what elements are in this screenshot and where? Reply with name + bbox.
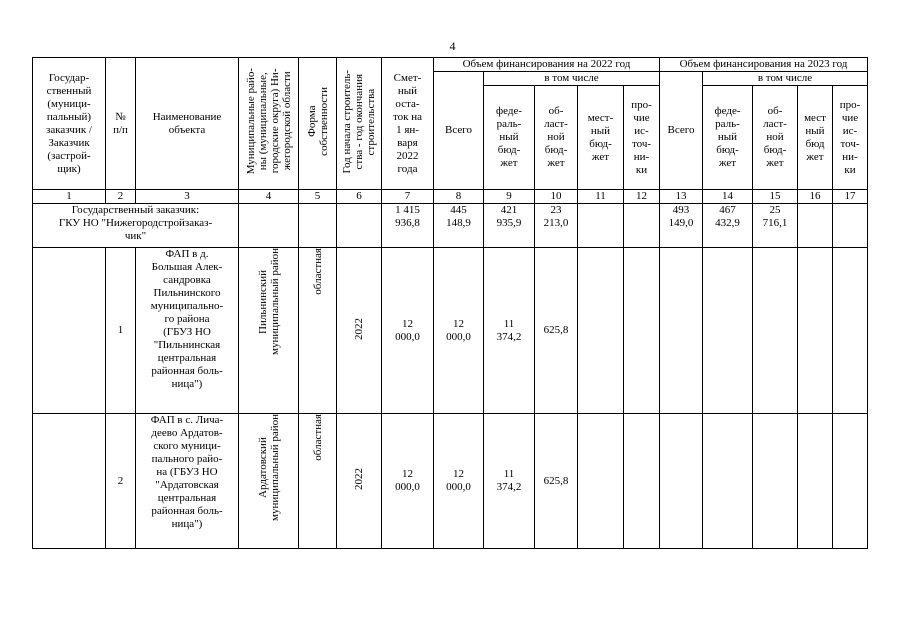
federal-2022-cell: 11 374,2 <box>484 248 535 414</box>
estimate-cell: 12 000,0 <box>382 248 434 414</box>
table-cell <box>337 204 382 248</box>
header-including-2023: в том числе <box>703 72 868 86</box>
ownership-cell: областная <box>299 248 337 414</box>
header-local-2022: мест- ный бюд- жет <box>578 86 624 190</box>
summary-total-2022: 445 148,9 <box>434 204 484 248</box>
table-cell <box>578 414 624 549</box>
total-2022-cell: 12 000,0 <box>434 248 484 414</box>
header-ownership: Форма собственности <box>299 58 337 190</box>
table-cell <box>833 204 868 248</box>
header-other-2022: про- чие ис- точ- ни- ки <box>624 86 660 190</box>
summary-federal-2022: 421 935,9 <box>484 204 535 248</box>
column-number: 17 <box>833 190 868 204</box>
object-name: ФАП в д. Большая Алек- сандровка Пильнинского муниципально- го района (ГБУЗ НО "Пильнинская центральная районная боль- ница") <box>136 248 239 414</box>
header-years: Год начала строитель- ства - год окончания строительства <box>337 58 382 190</box>
table-cell <box>660 248 703 414</box>
total-2022-cell: 12 000,0 <box>434 414 484 549</box>
summary-regional-2022: 23 213,0 <box>535 204 578 248</box>
table-cell <box>239 204 299 248</box>
column-number: 10 <box>535 190 578 204</box>
regional-2022-cell: 625,8 <box>535 414 578 549</box>
table-cell <box>833 248 868 414</box>
header-number: № п/п <box>106 58 136 190</box>
summary-regional-2023: 25 716,1 <box>753 204 798 248</box>
table-cell <box>753 414 798 549</box>
summary-estimate: 1 415 936,8 <box>382 204 434 248</box>
row-number: 2 <box>106 414 136 549</box>
table-cell <box>660 414 703 549</box>
estimate-cell: 12 000,0 <box>382 414 434 549</box>
header-other-2023: про- чие ис- точ- ни- ки <box>833 86 868 190</box>
table-cell <box>798 248 833 414</box>
header-local-2023: мест ный бюд жет <box>798 86 833 190</box>
table-row <box>33 414 868 549</box>
table-cell <box>703 248 753 414</box>
header-customer: Государ- ственный (муници- пальный) заказчик / Заказчик (застрой- щик) <box>33 58 106 190</box>
column-number: 7 <box>382 190 434 204</box>
header-regional-2023: об- ласт- ной бюд- жет <box>753 86 798 190</box>
column-number: 8 <box>434 190 484 204</box>
column-number: 15 <box>753 190 798 204</box>
header-regional-2022: об- ласт- ной бюд- жет <box>535 86 578 190</box>
table-cell <box>833 414 868 549</box>
table-cell <box>33 248 106 414</box>
table-cell <box>578 248 624 414</box>
municipality-cell: Пильнинский муниципальный район <box>239 248 299 414</box>
column-number: 4 <box>239 190 299 204</box>
table-cell <box>624 204 660 248</box>
row-number: 1 <box>106 248 136 414</box>
municipality-cell: Ардатовский муниципальный район <box>239 414 299 549</box>
table-cell <box>299 204 337 248</box>
column-number: 9 <box>484 190 535 204</box>
table-row <box>33 248 868 414</box>
column-number-row <box>33 190 868 204</box>
header-fin-2022: Объем финансирования на 2022 год <box>434 58 660 72</box>
table-cell <box>624 414 660 549</box>
column-number: 11 <box>578 190 624 204</box>
header-federal-2023: феде- раль- ный бюд- жет <box>703 86 753 190</box>
header-total-2023: Всего <box>660 72 703 190</box>
column-number: 3 <box>136 190 239 204</box>
years-cell: 2022 <box>337 414 382 549</box>
table-cell <box>703 414 753 549</box>
header-fin-2023: Объем финансирования на 2023 год <box>660 58 868 72</box>
summary-label: Государственный заказчик: ГКУ НО "Нижегородстройзаказ- чик" <box>33 204 239 248</box>
federal-2022-cell: 11 374,2 <box>484 414 535 549</box>
table-cell <box>33 414 106 549</box>
column-number: 14 <box>703 190 753 204</box>
column-number: 1 <box>33 190 106 204</box>
summary-federal-2023: 467 432,9 <box>703 204 753 248</box>
object-name: ФАП в с. Лича- деево Ардатов- ского муници- пального райо- на (ГБУЗ НО "Ардатовская центральная районная боль- ница") <box>136 414 239 549</box>
header-object-name: Наименование объекта <box>136 58 239 190</box>
header-total-2022: Всего <box>434 72 484 190</box>
column-number: 13 <box>660 190 703 204</box>
header-federal-2022: феде- раль- ный бюд- жет <box>484 86 535 190</box>
column-number: 16 <box>798 190 833 204</box>
table-cell <box>624 248 660 414</box>
regional-2022-cell: 625,8 <box>535 248 578 414</box>
column-number: 6 <box>337 190 382 204</box>
header-including-2022: в том числе <box>484 72 660 86</box>
page-number: 4 <box>449 39 456 53</box>
table-cell <box>798 204 833 248</box>
header-estimate: Смет- ный оста- ток на 1 ян- варя 2022 года <box>382 58 434 190</box>
header-municipality: Муниципальные райо- ны (муниципальные, городские округа) Ни- жегородской области <box>239 58 299 190</box>
years-cell: 2022 <box>337 248 382 414</box>
table-cell <box>798 414 833 549</box>
column-number: 12 <box>624 190 660 204</box>
financing-table <box>32 57 868 549</box>
ownership-cell: областная <box>299 414 337 549</box>
column-number: 2 <box>106 190 136 204</box>
summary-row <box>33 204 868 248</box>
column-number: 5 <box>299 190 337 204</box>
table-cell <box>753 248 798 414</box>
table-cell <box>578 204 624 248</box>
summary-total-2023: 493 149,0 <box>660 204 703 248</box>
